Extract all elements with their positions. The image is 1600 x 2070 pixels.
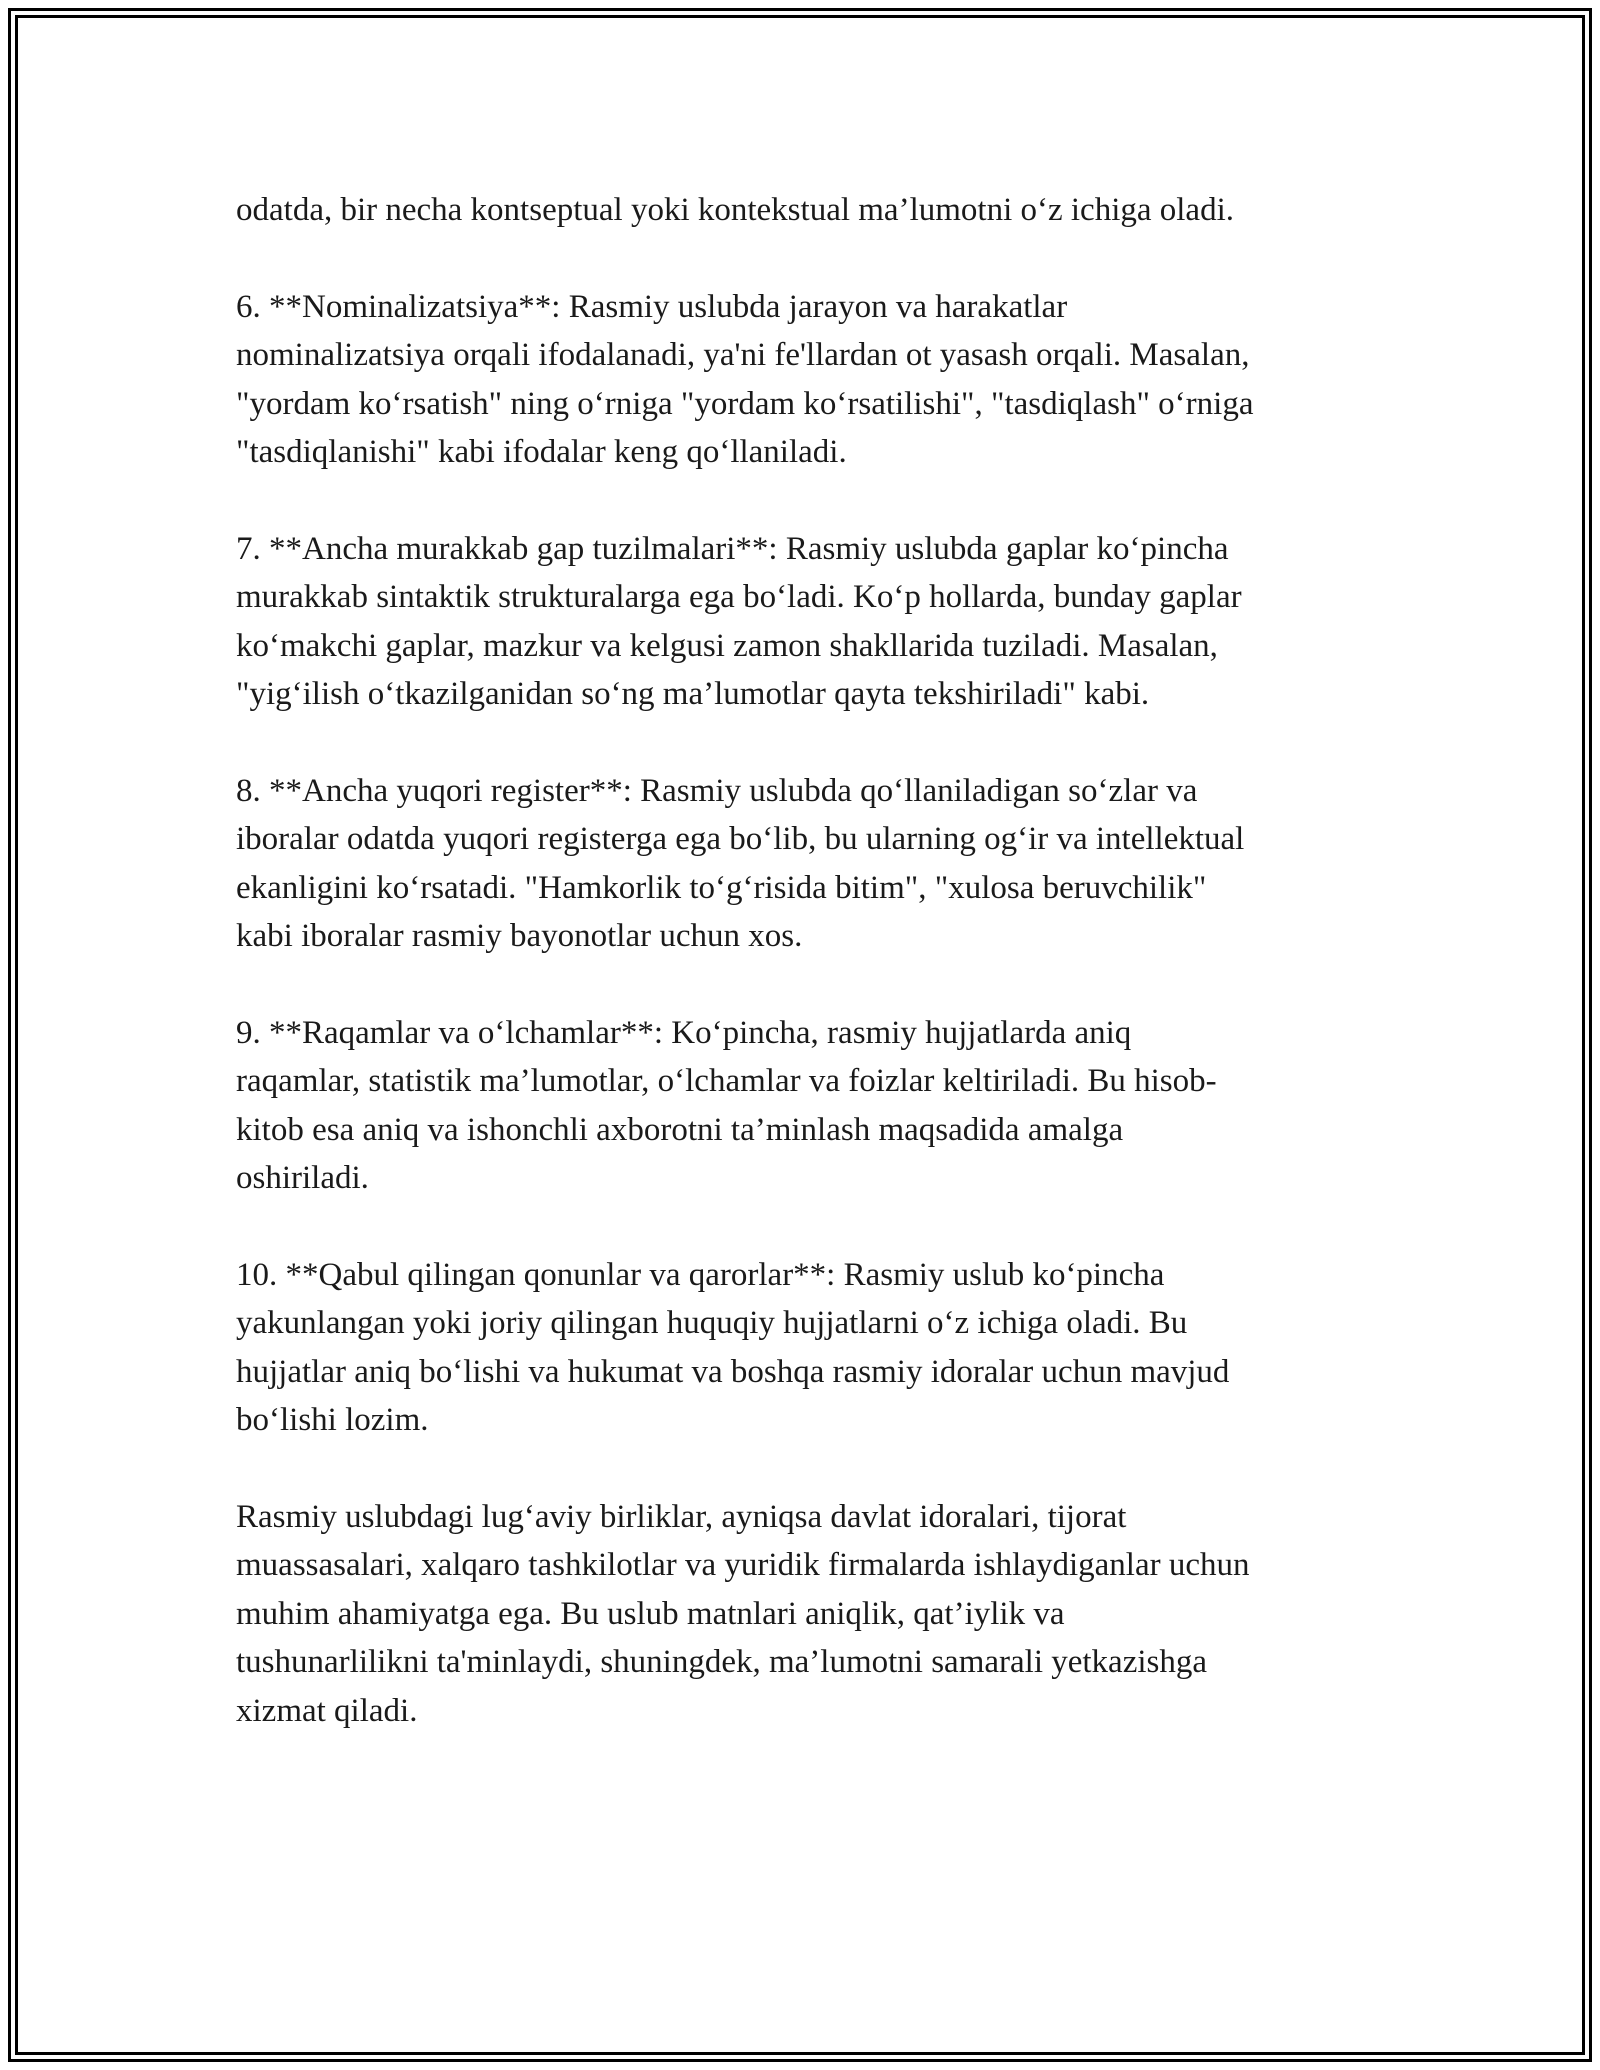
text-line: odatda, bir necha kontseptual yoki kontekstual ma’lumotni o‘z ichiga oladi. [236,192,1234,228]
text-line: tushunarlilikni ta'minlaydi, shuningdek, ma’lumotni samarali yetkazishga [236,1644,1208,1681]
text-line: 10. **Qabul qilingan qonunlar va qarorlar**: Rasmiy uslub ko‘pincha [236,1256,1165,1293]
text-line: Rasmiy uslubdagi lug‘aviy birliklar, ayniqsa davlat idoralari, tijorat [236,1498,1127,1535]
text-line: yakunlangan yoki joriy qilingan huquqiy hujjatlarni o‘z ichiga oladi. Bu [236,1305,1188,1342]
text-line: iboralar odatda yuqori registerga ega bo‘lib, bu ularning og‘ir va intellektual [236,821,1245,858]
text-line: "yordam ko‘rsatish" ning o‘rniga "yordam ko‘rsatilishi", "tasdiqlash" o‘rniga [236,385,1254,422]
paragraph-conclusion [236,1493,1386,1735]
text-line: 8. **Ancha yuqori register**: Rasmiy uslubda qo‘llaniladigan so‘zlar va [236,772,1198,809]
paragraph-item-7 [236,525,1386,719]
text-line: ekanligini ko‘rsatadi. "Hamkorlik to‘g‘risida bitim", "xulosa beruvchilik" [236,869,1207,906]
text-line: kabi iboralar rasmiy bayonotlar uchun xos. [236,918,803,955]
text-line: nominalizatsiya orqali ifodalanadi, ya'ni fe'llardan ot yasash orqali. Masalan, [236,337,1250,374]
text-line: raqamlar, statistik ma’lumotlar, o‘lchamlar va foizlar keltiriladi. Bu hisob- [236,1063,1217,1100]
text-line: hujjatlar aniq bo‘lishi va hukumat va boshqa rasmiy idoralar uchun mavjud [236,1353,1230,1390]
paragraph-continuation [236,186,1386,234]
text-line: oshiriladi. [236,1160,369,1197]
text-line: bo‘lishi lozim. [236,1402,429,1439]
text-line: 6. **Nominalizatsiya**: Rasmiy uslubda jarayon va harakatlar [236,288,1068,325]
text-line: murakkab sintaktik strukturalarga ega bo‘ladi. Ko‘p hollarda, bunday gaplar [236,579,1242,616]
paragraph-item-10 [236,1251,1386,1445]
paragraph-item-8 [236,767,1386,961]
text-line: "tasdiqlanishi" kabi ifodalar keng qo‘llaniladi. [236,434,847,471]
text-line: "yig‘ilish o‘tkazilganidan so‘ng ma’lumotlar qayta tekshiriladi" kabi. [236,676,1150,713]
text-line: muhim ahamiyatga ega. Bu uslub matnlari aniqlik, qat’iylik va [236,1595,1065,1632]
text-line: 9. **Raqamlar va o‘lchamlar**: Ko‘pincha, rasmiy hujjatlarda aniq [236,1014,1132,1051]
text-line: ko‘makchi gaplar, mazkur va kelgusi zamon shakllarida tuziladi. Masalan, [236,627,1218,664]
paragraph-item-9 [236,1009,1386,1203]
text-line: xizmat qiladi. [236,1692,418,1729]
text-line: muassasalari, xalqaro tashkilotlar va yuridik firmalarda ishlaydiganlar uchun [236,1547,1250,1584]
text-line: kitob esa aniq va ishonchli axborotni ta’minlash maqsadida amalga [236,1111,1124,1148]
paragraph-item-6 [236,283,1386,477]
document-body [236,186,1386,1735]
text-line: 7. **Ancha murakkab gap tuzilmalari**: Rasmiy uslubda gaplar ko‘pincha [236,530,1229,567]
